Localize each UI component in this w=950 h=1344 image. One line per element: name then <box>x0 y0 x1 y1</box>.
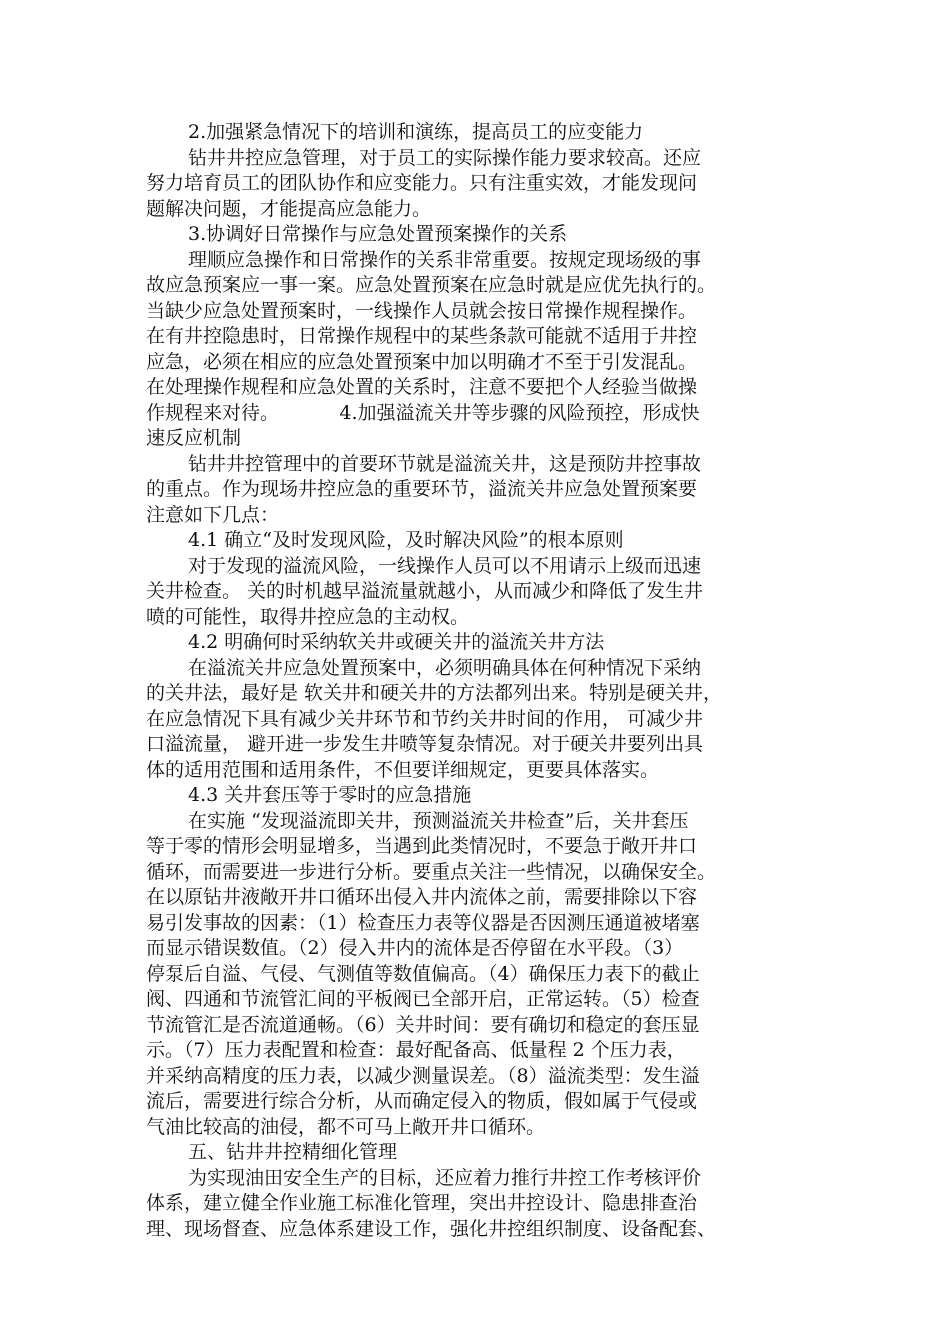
text-line: 在应急情况下具有减少关井环节和节约关井时间的作用， 可减少井 <box>146 707 704 730</box>
text-line: 停泵后自溢、气侵、气测值等数值偏高。（4）确保压力表下的截止 <box>146 962 700 985</box>
text-line: 示。（7）压力表配置和检查：最好配备高、低量程 2 个压力表， <box>146 1039 686 1061</box>
text-line: 3.协调好日常操作与应急处置预案操作的关系 <box>188 223 568 245</box>
text-line: 努力培育员工的团队协作和应变能力。只有注重实效，才能发现问 <box>146 172 698 194</box>
text-line: 理顺应急操作和日常操作的关系非常重要。按规定现场级的事 <box>188 248 702 271</box>
text-line: 应急，必须在相应的应急处置预案中加以明确才不至于引发混乱。 <box>146 350 698 373</box>
text-line: 当缺少应急处置预案时，一线操作人员就会按日常操作规程操作。 <box>146 299 698 322</box>
text-line: 的关井法，最好是 软关井和硬关井的方法都列出来。特别是硬关井， <box>146 682 723 704</box>
text-line: 2.加强紧急情况下的培训和演练，提高员工的应变能力 <box>188 121 644 143</box>
document-body <box>146 120 816 1242</box>
text-line: 题解决问题，才能提高应急能力。 <box>146 197 432 220</box>
text-line: 阀、四通和节流管汇间的平板阀已全部开启，正常运转。（5）检查 <box>146 988 700 1010</box>
text-line: 4.1 确立“及时发现风险，及时解决风险”的根本原则 <box>188 529 624 551</box>
text-line: 喷的可能性，取得井控应急的主动权。 <box>146 605 470 628</box>
text-line: 体系，建立健全作业施工标准化管理，突出井控设计、隐患排查治 <box>146 1192 698 1214</box>
text-line: 节流管汇是否流道通畅。（6）关井时间：要有确切和稳定的套压显 <box>146 1013 700 1036</box>
text-line: 理、现场督查、应急体系建设工作，强化井控组织制度、设备配套、 <box>146 1217 717 1240</box>
text-line: 气油比较高的油侵，都不可马上敞开井口循环。 <box>146 1115 546 1138</box>
text-line: 流后，需要进行综合分析，从而确定侵入的物质，假如属于气侵或 <box>146 1090 698 1112</box>
text-line: 在有井控隐患时，日常操作规程中的某些条款可能就不适用于井控 <box>146 325 698 347</box>
text-line: 对于发现的溢流风险，一线操作人员可以不用请示上级而迅速 <box>188 554 702 577</box>
text-line: 关井检查。 关的时机越早溢流量就越小，从而减少和降低了发生井 <box>146 580 704 602</box>
text-line: 体的适用范围和适用条件，不但要详细规定，更要具体落实。 <box>146 758 660 781</box>
text-line: 易引发事故的因素：（1）检查压力表等仪器是否因测压通道被堵塞 <box>146 911 700 934</box>
text-line: 在实施 “发现溢流即关井，预测溢流关井检查”后，关井套压 <box>188 809 689 832</box>
text-line: 在以原钻井液敞开井口循环出侵入井内流体之前，需要排除以下容 <box>146 886 698 908</box>
text-line: 注意如下几点： <box>146 503 280 526</box>
text-line: 4.2 明确何时采纳软关井或硬关井的溢流关井方法 <box>188 631 605 653</box>
text-line: 钻井井控应急管理，对于员工的实际操作能力要求较高。还应 <box>188 146 702 169</box>
text-line: 4.3 关井套压等于零时的应急措施 <box>188 784 472 806</box>
text-line: 循环，而需要进一步进行分析。要重点关注一些情况，以确保安全。 <box>146 860 717 883</box>
text-line: 的重点。作为现场井控应急的重要环节，溢流关井应急处置预案要 <box>146 478 698 500</box>
text-line: 而显示错误数值。（2）侵入井内的流体是否停留在水平段。（3） <box>146 937 684 959</box>
text-line: 为实现油田安全生产的目标，还应着力推行井控工作考核评价 <box>188 1166 702 1189</box>
text-line: 五、钻井井控精细化管理 <box>188 1141 398 1163</box>
text-line: 在溢流关井应急处置预案中，必须明确具体在何种情况下采纳 <box>188 656 702 679</box>
text-line: 速反应机制 <box>146 427 242 449</box>
text-line: 并采纳高精度的压力表，以减少测量误差。（8）溢流类型：发生溢 <box>146 1064 700 1087</box>
text-line: 在处理操作规程和应急处置的关系时，注意不要把个人经验当做操 <box>146 376 698 398</box>
text-line: 故应急预案应一事一案。应急处置预案在应急时就是应优先执行的。 <box>146 274 717 296</box>
text-line: 钻井井控管理中的首要环节就是溢流关井，这是预防井控事故 <box>188 452 702 475</box>
text-line: 作规程来对待。 4.加强溢流关井等步骤的风险预控，形成快 <box>146 401 700 424</box>
text-line: 等于零的情形会明显增多，当遇到此类情况时，不要急于敞开井口 <box>146 835 698 857</box>
text-line: 口溢流量， 避开进一步发生井喷等复杂情况。对于硬关井要列出具 <box>146 733 704 755</box>
